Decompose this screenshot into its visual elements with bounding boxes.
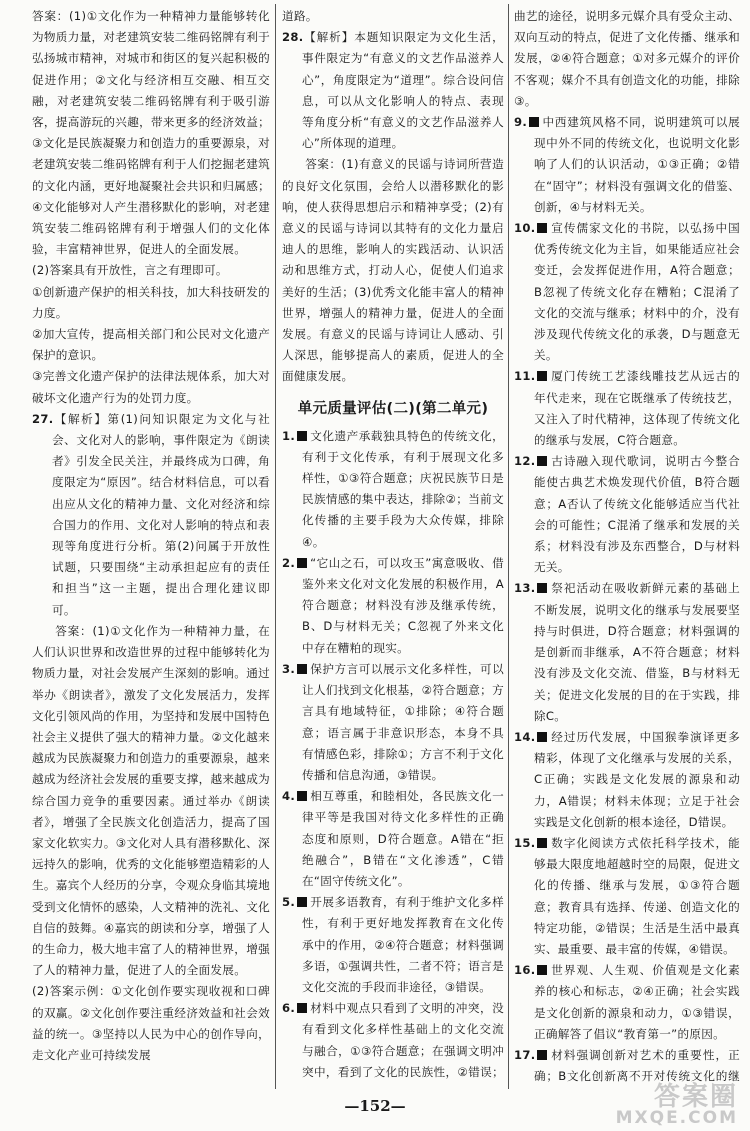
- answer-paragraph: 14. 经过历代发展，中国猴拳演译更多精彩，体现了文化继承与发展的关系，C正确；实践是文化发展的源泉和动力，A错误；材料未体现；立足于社会实践是文化创新的根本途径，D错误。: [514, 729, 740, 829]
- question-number: 4.: [282, 789, 296, 804]
- answer-paragraph: ③完善文化遗产保护的法律法规体系，加大对破坏文化遗产行为的处罚力度。: [32, 369, 270, 405]
- answer-marker-icon: [297, 1003, 307, 1013]
- column-divider: [275, 4, 276, 1089]
- answer-paragraph: 12. 古诗融入现代歌词，说明古今整合能使古典艺术焕发现代价值，B符合题意；A否认了传统文化能够适应当代社会的可能性；C混淆了继承和发展的关系；材料没有涉及东西整合，D与材料无关。: [514, 454, 740, 575]
- answer-paragraph: 27.【解析】第(1)问知识限定为文化与社会、文化对人的影响，事件限定为《朗读者》引发全民关注，并最终成为口碑，角度限定为“原因”。结合材料信息，可以看出应从文化的精神力量、文化对经济和综合国力的作用、文化对人影响的特点和表现等角度进行分析。第(2)问属于开放性试题，只要围绕“主动承担起应有的责任和担当”这一主题，提出合理化建议即可。: [32, 411, 270, 617]
- answer-paragraph: 答案：(1)①文化作为一种精神力量能够转化为物质力量，对老建筑安装二维码铭牌有利于弘扬城市精神，对城市和街区的复兴起积极的促进作用；②文化与经济相互交融、相互交融，对老建筑安装二维码铭牌有利于吸引游客，提高游玩的兴趣，带来更多的经济效益；③文化是民族凝聚力和创造力的重要源泉，对老建筑安装二维码铭牌有利于人们挖掘老建筑的文化内涵，更好地凝聚社会共识和归属感；④文化能够对人产生潜移默化的影响，对老建筑安装二维码铭牌有利于增强人们的文化体验，丰富精神世界，促进人的全面发展。: [32, 9, 270, 257]
- answer-paragraph: 5. 开展多语教育，有利于维护文化多样性，有利于更好地发挥教育在文化传承中的作用，②④符合题意；材料强调多语，①强调共性，二者不符；语言是文化交流的手段而非途径，③错误。: [282, 895, 504, 994]
- answer-paragraph: 11. 厦门传统工艺漆线雕技艺从远古的年代走来，现在它既继承了传统技艺，又注入了时代精神，这体现了传统文化的继承与发展，C符合题意。: [514, 369, 740, 448]
- answer-marker-icon: [537, 223, 547, 233]
- column-divider: [508, 4, 509, 1089]
- text-column-left: [32, 6, 270, 1086]
- question-number: 3.: [282, 661, 296, 676]
- question-number: 17.: [514, 1047, 536, 1062]
- answer-paragraph: 28.【解析】本题知识限定为文化生活，事件限定为“有意义的文艺作品滋养人心”，角度限定为“道理”。综合设问信息，可以从文化影响人的特点、表现等角度分析“有意义的文艺作品滋养人心”所体现的道理。: [282, 30, 504, 151]
- answer-marker-icon: [297, 431, 307, 441]
- question-number: 2.: [282, 555, 296, 570]
- question-number: 9.: [514, 115, 528, 130]
- question-number: 11.: [514, 369, 536, 384]
- answer-marker-icon: [297, 791, 307, 801]
- text-column-right: [514, 6, 740, 1086]
- answer-marker-icon: [537, 965, 547, 975]
- question-number: 10.: [514, 221, 536, 236]
- question-number: 15.: [514, 835, 536, 850]
- page-number: —152—: [344, 1097, 406, 1115]
- answer-paragraph: 3. 保护方言可以展示文化多样性，可以让人们找到文化根基，②符合题意；方言具有地域特征，①排除；④符合题意；语言属于非意识形态，本身不具有情感色彩，排除①；方言不利于文化传播和信息沟通，③错误。: [282, 661, 504, 782]
- answer-paragraph: 曲艺的途径，说明多元媒介具有受众主动、双向互动的特点，促进了文化传播、继承和发展，②④符合题意；①对多元媒介的评价不客观；媒介不具有创造文化的功能，排除③。: [514, 9, 740, 108]
- answer-marker-icon: [537, 456, 547, 466]
- answer-marker-icon: [537, 583, 547, 593]
- answer-paragraph: 答案：(1)①文化作为一种精神力量，在人们认识世界和改造世界的过程中能够转化为物质力量，对社会发展产生深刻的影响。通过举办《朗读者》，激发了文化发展活力，发挥文化引领风尚的作用，为坚持和发展中国特色社会主义提供了强大的精神力量。②文化越来越成为民族凝聚力和创造力的重要源泉，越来越成为经济社会发展的重要支撑，越来越成为综合国力竞争的重要因素。通过举办《朗读者》，增强了全民族文化创造活力，提高了国家文化软实力。③文化对人具有潜移默化、深远持久的影响，优秀的文化能够塑造精彩的人生。嘉宾个人经历的分享，令观众身临其境地受到文化情怀的感染，人文精神的洗礼、文化自信的鼓舞。④嘉宾的朗读和分享，增强了人的生命力，极大地丰富了人的精神世界，增强了人的精神力量，促进了人的全面发展。: [32, 623, 270, 978]
- answer-paragraph: 道路。: [282, 9, 318, 23]
- question-number: 12.: [514, 454, 536, 469]
- question-number: 16.: [514, 963, 536, 978]
- answer-paragraph: 2. “它山之石，可以攻玉”寓意吸收、借鉴外来文化对文化发展的积极作用，A符合题意；材料没有涉及继承传统，B、D与材料无关；C忽视了外来文化中存在糟粕的现实。: [282, 555, 504, 655]
- site-watermark: [616, 1084, 738, 1127]
- answer-paragraph: ①创新遗产保护的相关科技，加大科技研发的力度。: [32, 284, 270, 320]
- question-number: 1.: [282, 428, 296, 443]
- answer-paragraph: 17. 材料强调创新对艺术的重要性，正确；B文化创新离不开对传统文化的继: [514, 1047, 740, 1084]
- question-number: 14.: [514, 729, 536, 744]
- section-title: 单元质量评估(二)(第二单元): [297, 400, 489, 417]
- question-number: 27.: [32, 411, 54, 426]
- answer-marker-icon: [537, 371, 547, 381]
- answer-paragraph: 6. 材料中观点只看到了文明的冲突，没有看到文化多样性基础上的文化交流与融合，①③符合题意；在强调文明冲突中，看到了文化的民族性，②错误；: [282, 1001, 504, 1079]
- question-number: 5.: [282, 895, 296, 910]
- watermark-title: 答案圈: [653, 1082, 738, 1112]
- answer-paragraph: 16. 世界观、人生观、价值观是文化素养的核心和标志，②④正确；社会实践是文化创新的源泉和动力，①③错误，正确解答了倡议“教育第一”的原因。: [514, 963, 740, 1041]
- answer-paragraph: 4. 相互尊重，和睦相处，各民族文化一律平等是我国对待文化多样性的正确态度和原则，D符合题意。A错在“拒绝融合”，B错在“文化渗透”，C错在“固守传统文化”。: [282, 789, 504, 888]
- answer-marker-icon: [529, 117, 539, 127]
- answer-paragraph: 13. 祭祀活动在吸收新鲜元素的基础上不断发展，说明文化的继承与发展要坚持与时俱进，D符合题意；材料强调的是创新而非继承，A不符合题意；材料没有涉及文化交流、借鉴，B与材料无关；促进文化发展的目的在于实践，排除C。: [514, 581, 740, 723]
- answer-paragraph: 10. 宣传儒家文化的书院，以弘扬中国优秀传统文化为主旨，如果能适应社会变迁，会发挥促进作用，A符合题意；B忽视了传统文化存在糟粕；C混淆了文化的交流与继承；材料中的介，没有涉及现代传统文化的承袭，D与题意无关。: [514, 221, 740, 363]
- question-number: 6.: [282, 1001, 296, 1016]
- answer-paragraph: 9. 中西建筑风格不同，说明建筑可以展现中外不同的传统文化，也说明文化影响了人们的认识活动，①③正确；②错在“固守”；材料没有强调文化的借鉴、创新，④与材料无关。: [514, 115, 740, 214]
- answer-paragraph: 答案：(1)有意义的民谣与诗词所营造的良好文化氛围，会给人以潜移默化的影响，使人获得思想启示和精神享受；(2)有意义的民谣与诗词以其特有的文化力量启迪人的思维，影响人的实践活动、认识活动和思维方式，打动人心，促使人们追求美好的生活；(3)优秀文化能丰富人的精神世界，增强人的精神力量，促进人的全面发展。有意义的民谣与诗词让人感动、引人深思，能够提高人的素质，促进人的全面健康发展。: [282, 157, 504, 384]
- answer-paragraph: (2)答案示例：①文化创作要实现收视和口碑的双赢。②文化创作要注重经济效益和社会效益的统一。③坚持以人民为中心的创作导向，走文化产业可持续发展: [32, 984, 270, 1062]
- answer-paragraph: (2)答案具有开放性，言之有理即可。: [32, 263, 228, 278]
- answer-marker-icon: [537, 1050, 547, 1060]
- watermark-url: MXQE.COM: [615, 1108, 738, 1128]
- question-number: 28.: [282, 30, 304, 45]
- text-column-middle: [282, 6, 504, 1086]
- answer-paragraph: ②加大宣传，提高相关部门和公民对文化遗产保护的意识。: [32, 327, 270, 363]
- question-number: 13.: [514, 581, 536, 596]
- answer-marker-icon: [297, 897, 307, 907]
- answer-paragraph: 15. 数字化阅读方式依托科学技术，能够最大限度地超越时空的局限，促进文化的传播、继承与发展，①③符合题意；教育具有选择、传递、创造文化的特定功能，②错误；生活是生活中最真实、最重要、最丰富的传媒，④错误。: [514, 835, 740, 956]
- answer-marker-icon: [297, 664, 307, 674]
- answer-paragraph: 1. 文化遗产承载独具特色的传统文化，有利于文化传承，有利于展现文化多样性，①③符合题意；庆祝民族节日是民族情感的集中表达，排除②；当前文化传播的主要手段为大众传媒，排除④。: [282, 428, 504, 549]
- answer-marker-icon: [537, 838, 547, 848]
- answer-marker-icon: [297, 558, 307, 568]
- answer-marker-icon: [537, 732, 547, 742]
